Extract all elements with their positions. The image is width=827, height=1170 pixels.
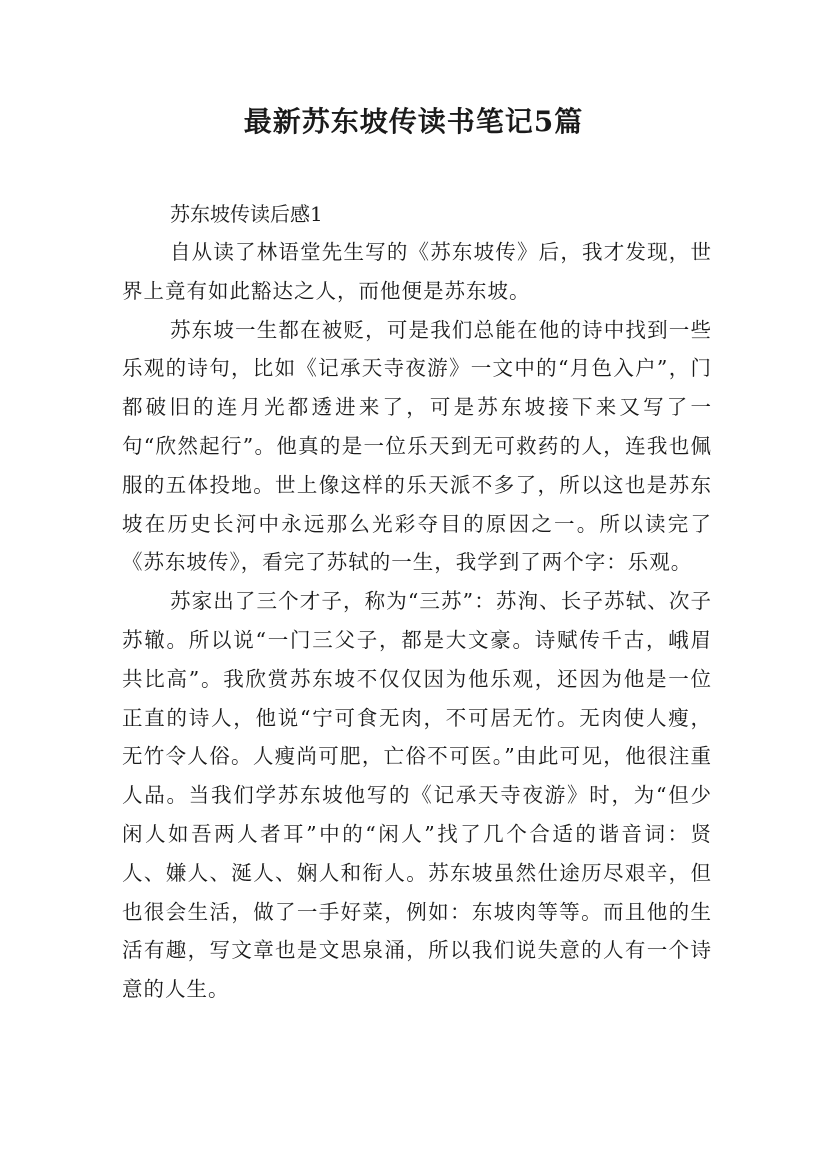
paragraph-3: 苏家出了三个才子，称为“三苏”：苏洵、长子苏轼、次子苏辙。所以说“一门三父子，都是大文豪。诗赋传千古，峨眉共比高”。我欣赏苏东坡不仅仅因为他乐观，还因为他是一位正直的诗人，他说“宁可食无肉，不可居无竹。无肉使人瘦，无竹令人俗。人瘦尚可肥，亡俗不可医。”由此可见，他很注重人品。当我们学苏东坡他写的《记承天寺夜游》时，为“但少闲人如吾两人者耳”中的“闲人”找了几个合适的谐音词：贤人、嫌人、涎人、娴人和衔人。苏东坡虽然仕途历尽艰辛，但也很会生活，做了一手好菜，例如：东坡肉等等。而且他的生活有趣，写文章也是文思泉涌，所以我们说失意的人有一个诗意的人生。: [122, 589, 712, 1002]
section-heading: 苏东坡传读后感1: [170, 202, 323, 226]
document-title: 最新苏东坡传读书笔记5篇: [243, 105, 584, 138]
paragraph-1: 自从读了林语堂先生写的《苏东坡传》后，我才发现，世界上竟有如此豁达之人，而他便是苏东坡。: [122, 240, 712, 303]
document-body: [122, 195, 712, 1009]
paragraph-2: 苏东坡一生都在被贬，可是我们总能在他的诗中找到一些乐观的诗句，比如《记承天寺夜游》一文中的“月色入户”，门都破旧的连月光都透进来了，可是苏东坡接下来又写了一句“欣然起行”。他真的是一位乐天到无可救药的人，连我也佩服的五体投地。世上像这样的乐天派不多了，所以这也是苏东坡在历史长河中永远那么光彩夺目的原因之一。所以读完了《苏东坡传》，看完了苏轼的一生，我学到了两个字：乐观。: [122, 317, 712, 575]
